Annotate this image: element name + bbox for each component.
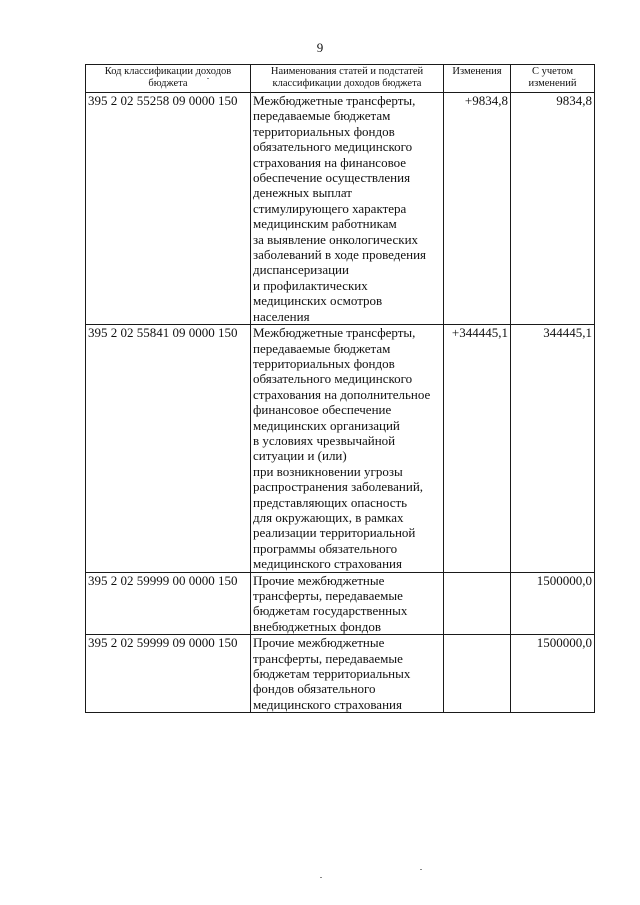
item-name-line: обязательного медицинского [253, 139, 413, 155]
header-name: Наименования статей и подстатей классификации доходов бюджета [251, 65, 444, 93]
item-name-line: фондов обязательного [253, 681, 376, 697]
table-row [86, 93, 595, 325]
item-name-line: бюджетам территориальных [253, 666, 411, 682]
item-name-line: и профилактических [253, 277, 368, 293]
item-name-line: представляющих опасность [253, 494, 408, 510]
item-name-line: передаваемые бюджетам [253, 340, 391, 356]
item-name-line: в условиях чрезвычайной [253, 432, 396, 448]
cell-change-amount [444, 635, 511, 713]
item-name-line: Прочие межбюджетные [253, 572, 385, 588]
cell-classification-code: 395 2 02 59999 09 0000 150 [86, 635, 251, 713]
header-change: Изменения [444, 65, 511, 93]
item-name-line: медицинских осмотров [253, 293, 383, 309]
header-code: Код классификации доходов бюджета [86, 65, 251, 93]
item-name-line: медицинских организаций [253, 417, 400, 433]
item-name-line: диспансеризации [253, 262, 349, 278]
cell-change-amount: +9834,8 [444, 93, 511, 325]
item-name-line: территориальных фондов [253, 123, 395, 139]
item-name-line: заболеваний в ходе проведения [253, 247, 427, 263]
cell-total-amount: 1500000,0 [511, 635, 595, 713]
cell-item-name [251, 325, 444, 573]
item-name-line: трансферты, передаваемые [253, 650, 403, 666]
cell-total-amount: 9834,8 [511, 93, 595, 325]
item-name-line: программы обязательного [253, 540, 398, 556]
item-name-line: за выявление онкологических [253, 231, 419, 247]
item-name-line: реализации территориальной [253, 525, 416, 541]
item-name-line: финансовое обеспечение [253, 402, 392, 418]
cell-change-amount: +344445,1 [444, 325, 511, 573]
table-header-row [86, 65, 595, 93]
item-name-line: бюджетам государственных [253, 603, 408, 619]
item-name-line: обязательного медицинского [253, 371, 413, 387]
item-name-line: передаваемые бюджетам [253, 108, 391, 124]
item-name-line: для окружающих, в рамках [253, 509, 404, 525]
table-row [86, 325, 595, 573]
item-name-line: медицинского страхования [253, 556, 402, 572]
scan-speck [320, 877, 322, 878]
item-name-line: Межбюджетные трансферты, [253, 93, 416, 108]
item-name-line: трансферты, передаваемые [253, 588, 403, 603]
item-name-line: страхования на финансовое [253, 154, 407, 170]
cell-item-name [251, 635, 444, 713]
item-name-line: стимулирующего характера [253, 200, 407, 216]
cell-item-name [251, 93, 444, 325]
table-row [86, 635, 595, 713]
item-name-line: денежных выплат [253, 185, 352, 201]
page-number: 9 [316, 40, 324, 55]
item-name-line: территориальных фондов [253, 355, 395, 371]
cell-classification-code: 395 2 02 55841 09 0000 150 [86, 325, 251, 573]
item-name-line: при возникновении угрозы [253, 463, 403, 479]
item-name-line: внебюджетных фондов [253, 618, 381, 634]
header-total: С учетом изменений [511, 65, 595, 93]
cell-classification-code: 395 2 02 55258 09 0000 150 [86, 93, 251, 325]
item-name-line: медицинским работникам [253, 216, 397, 232]
cell-total-amount: 344445,1 [511, 325, 595, 573]
item-name-line: Прочие межбюджетные [253, 635, 385, 651]
cell-change-amount [444, 572, 511, 635]
table-row [86, 572, 595, 635]
item-name-line: Межбюджетные трансферты, [253, 325, 416, 341]
item-name-line: населения [253, 308, 310, 324]
scan-speck [420, 869, 422, 870]
cell-classification-code: 395 2 02 59999 00 0000 150 [86, 572, 251, 635]
item-name-line: страхования на дополнительное [253, 386, 431, 402]
item-name-line: медицинского страхования [253, 696, 402, 712]
item-name-line: распространения заболеваний, [253, 479, 424, 495]
table-body [86, 93, 595, 713]
cell-item-name [251, 572, 444, 635]
item-name-line: ситуации и (или) [253, 448, 347, 464]
scan-speck [207, 78, 209, 79]
cell-total-amount: 1500000,0 [511, 572, 595, 635]
budget-revenue-table [85, 64, 595, 713]
item-name-line: обеспечение осуществления [253, 170, 411, 186]
